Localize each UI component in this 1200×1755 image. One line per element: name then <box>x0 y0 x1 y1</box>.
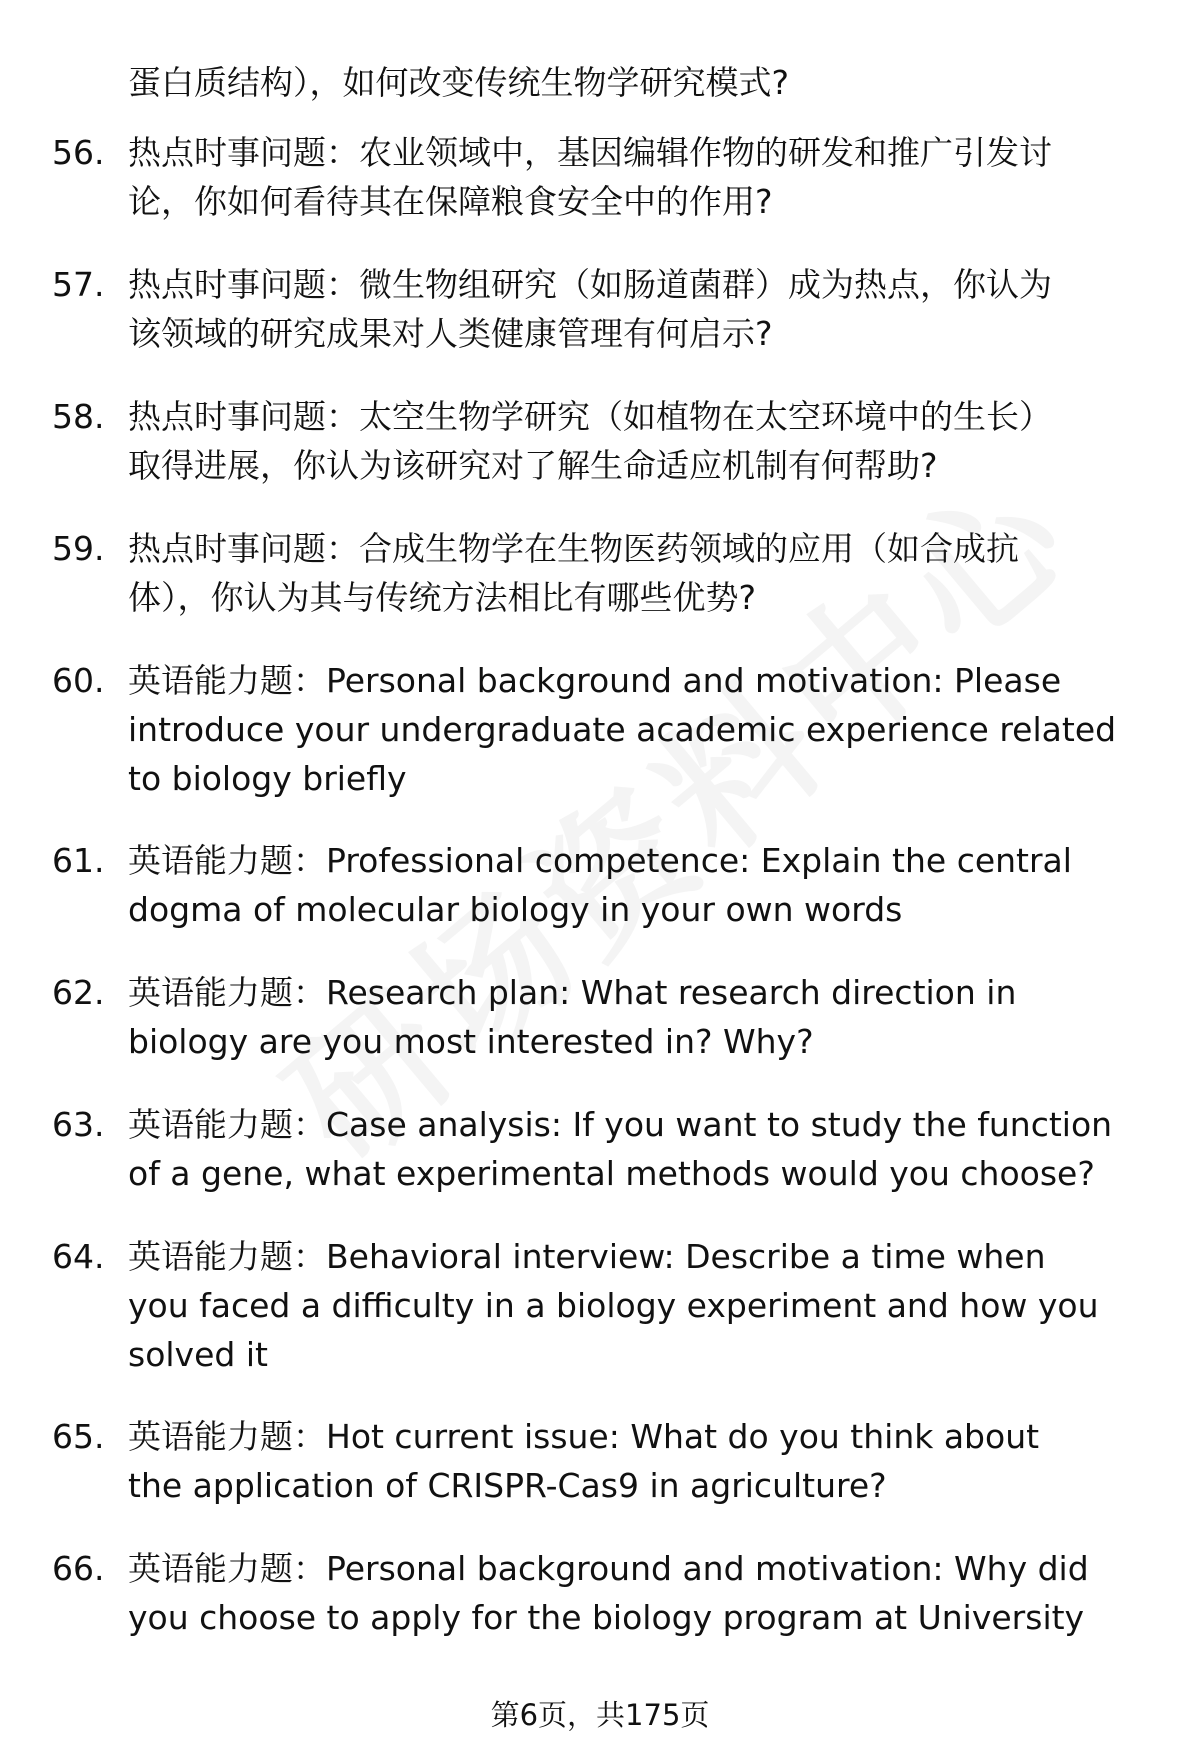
question-line: biology are you most interested in? Why? <box>128 1022 814 1061</box>
question-item <box>0 968 1200 1066</box>
question-line: solved it <box>128 1335 268 1374</box>
question-text <box>128 836 1158 934</box>
question-text <box>128 260 1158 358</box>
question-text <box>128 1232 1158 1379</box>
question-number: 64. <box>52 1237 105 1276</box>
question-line: 英语能力题：Hot current issue: What do you think about <box>128 1417 1040 1456</box>
question-line: 英语能力题：Behavioral interview: Describe a time when <box>128 1237 1046 1276</box>
question-number: 66. <box>52 1549 105 1588</box>
question-line: 英语能力题：Personal background and motivation: Why did <box>128 1549 1089 1588</box>
question-line: of a gene, what experimental methods would you choose? <box>128 1154 1095 1193</box>
question-item <box>0 392 1200 490</box>
question-text <box>128 1412 1158 1510</box>
page-footer: 第6页，共175页 <box>490 1698 710 1732</box>
question-text <box>128 656 1158 803</box>
question-line: 英语能力题：Case analysis: If you want to study the function <box>128 1105 1113 1144</box>
question-line: the application of CRISPR-Cas9 in agriculture? <box>128 1466 887 1505</box>
question-text <box>128 524 1158 622</box>
question-line: 英语能力题：Personal background and motivation: Please <box>128 661 1062 700</box>
question-text <box>128 1100 1158 1198</box>
question-number: 65. <box>52 1417 105 1456</box>
question-line: 热点时事问题：农业领域中，基因编辑作物的研发和推广引发讨 <box>128 133 1052 172</box>
question-item <box>0 524 1200 622</box>
question-line: introduce your undergraduate academic experience related <box>128 710 1117 749</box>
question-line: to biology briefly <box>128 759 407 798</box>
question-line: 热点时事问题：太空生物学研究（如植物在太空环境中的生长） <box>128 397 1052 436</box>
question-line: 该领域的研究成果对人类健康管理有何启示? <box>128 314 773 353</box>
question-line: 论，你如何看待其在保障粮食安全中的作用? <box>128 182 773 221</box>
question-line: 热点时事问题：合成生物学在生物医药领域的应用（如合成抗 <box>128 529 1019 568</box>
question-line: 取得进展，你认为该研究对了解生命适应机制有何帮助? <box>128 446 938 485</box>
question-item <box>0 1544 1200 1642</box>
question-line: 体），你认为其与传统方法相比有哪些优势? <box>128 578 757 617</box>
question-item <box>0 1100 1200 1198</box>
question-item <box>0 656 1200 803</box>
question-number: 58. <box>52 397 105 436</box>
question-number: 56. <box>52 133 105 172</box>
question-item <box>0 128 1200 226</box>
question-text <box>128 1544 1158 1642</box>
question-item <box>0 836 1200 934</box>
question-line: 英语能力题：Research plan: What research direction in <box>128 973 1017 1012</box>
question-number: 62. <box>52 973 105 1012</box>
question-line: you faced a difficulty in a biology experiment and how you <box>128 1286 1099 1325</box>
question-text <box>128 392 1158 490</box>
question-line: 英语能力题：Professional competence: Explain the central <box>128 841 1072 880</box>
question-line: 热点时事问题：微生物组研究（如肠道菌群）成为热点，你认为 <box>128 265 1052 304</box>
question-item <box>0 1232 1200 1379</box>
question-text <box>128 968 1158 1066</box>
question-number: 63. <box>52 1105 105 1144</box>
question-line: dogma of molecular biology in your own words <box>128 890 903 929</box>
question-item <box>0 1412 1200 1510</box>
question-number: 59. <box>52 529 105 568</box>
question-number: 57. <box>52 265 105 304</box>
continued-question-text: 蛋白质结构），如何改变传统生物学研究模式? <box>128 63 790 102</box>
question-item <box>0 260 1200 358</box>
question-number: 61. <box>52 841 105 880</box>
question-number: 60. <box>52 661 105 700</box>
question-line: you choose to apply for the biology program at University <box>128 1598 1085 1637</box>
question-text <box>128 128 1158 226</box>
